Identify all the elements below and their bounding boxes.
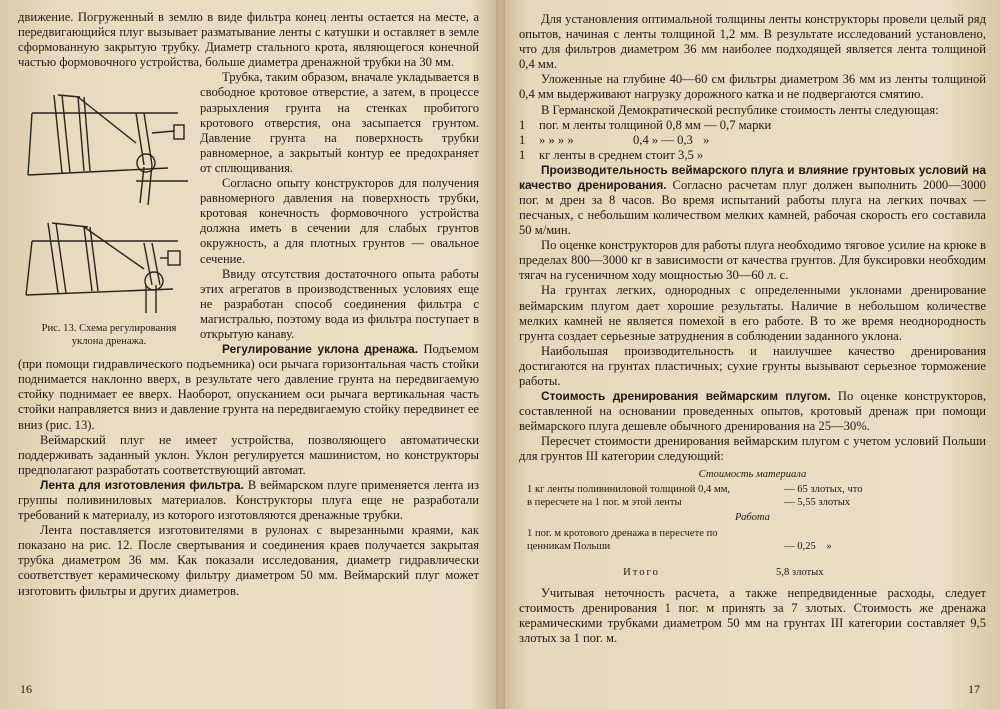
paragraph: Ввиду отсутствия достаточного опыта работы этих агрегатов в производственных условиях еще не разработан способ соединения фильтра с магистралью, поэтому вода из фильтра поступает в открытую канаву. [200, 266, 479, 341]
paragraph: По оценке конструкторов для работы плуга необходимо тяговое усилие на крюке в пределах 800—3000 кг в зависимости от качества грунтов. Для буксировки необходим тягач на гусеничном ходу мощностью 30—60 л. с. [519, 238, 986, 283]
paragraph: Пересчет стоимости дренирования веймарским плугом с учетом условий Польши для грунтов III категории следующий: [519, 434, 986, 464]
price-list [519, 118, 986, 163]
paragraph [18, 478, 479, 523]
page-left [0, 0, 495, 709]
paragraph-text: По оценке конструкторов, составленной на основании проведенных опытов, кротовый дренаж при помощи веймарского плуга дешевле обычного дренирования на 25—30%. [519, 389, 986, 434]
cost-value: — 5,55 злотых [784, 497, 851, 509]
price-row [519, 133, 986, 148]
section-heading: Регулирование уклона дренажа. [222, 342, 418, 357]
section-heading: Стоимость дренирования веймарским плугом. [541, 389, 831, 404]
cost-value-num: — 0,25 [784, 540, 816, 552]
figure-13 [18, 73, 191, 356]
price-text: кг ленты в среднем стоит 3,5 » [539, 147, 704, 162]
paragraph: Наибольшая производительность и наилучшее качество дренирования достигаются на грунтах пластичных; сухие грунты вызывают серьезное торможение работы. [519, 343, 986, 388]
price-unit: » [703, 132, 710, 147]
book-fold [496, 0, 505, 709]
cost-line [519, 541, 986, 554]
paragraph-text: Согласно расчетам плуг должен выполнить 2000—3000 пог. м дрен за 8 часов. Во время испытаний работы плуга на легких почвах — песчаных, с небольшим количеством мелких камней, рабочая скорость его составила 50 м/мин. [519, 177, 986, 238]
section-heading: Производительность веймарского плуга и влияние грунтовых условий на качество дренирования. [519, 162, 986, 192]
price-row [519, 118, 986, 133]
paragraph: Веймарский плуг не имеет устройства, позволяющего автоматически поддерживать заданный уклон. Уклон регулируется машинистом, но конструкторы предполагают разработать соответствующий автомат. [18, 432, 479, 477]
cost-section-head: Работа [735, 511, 770, 523]
plow-diagram [18, 73, 191, 318]
figure-caption: Рис. 13. Схема регулирования уклона дренажа. [41, 323, 177, 348]
price-value: 0,4 » — 0,3 [633, 132, 693, 147]
cost-spacer [772, 528, 894, 541]
cost-line [519, 484, 986, 497]
paragraph: На грунтах легких, однородных с определенными уклонами дренирование веймарским плугом дает хорошие результаты. Наличие в небольшом количестве мелких камней не является помехой в его работе. В то же время неоднородность грунта создает серьезные затруднения в соблюдении заданного уклона. [519, 283, 986, 343]
price-qty: 1 [519, 147, 526, 162]
cost-table [519, 469, 986, 581]
cost-section-head: Стоимость материала [698, 468, 807, 480]
cost-line [519, 528, 986, 541]
paragraph: Уложенные на глубине 40—60 см фильтры диаметром 36 мм из ленты толщиной 0,4 мм выдерживают нагрузку дорожного катка и не подвергаются смятию. [519, 72, 986, 102]
page-number: 17 [968, 682, 980, 696]
paragraph: Учитывая неточность расчета, а также непредвиденные расходы, следует стоимость дренирования 1 пог. м принять за 7 злотых. Стоимость же дренажа керамическими трубками диаметром 50 мм на грунтах III категории составляет 9,5 злотых за 1 пог. м. [519, 586, 986, 646]
cost-line [519, 497, 986, 510]
cost-desc: ценникам Польши [527, 540, 611, 552]
cost-desc: 1 кг ленты поливиниловой толщиной 0,4 мм, [527, 484, 731, 496]
price-qty: 1 [519, 117, 526, 132]
paragraph [519, 389, 986, 434]
paragraph-text: В веймарском плуге применяется лента из группы поливиниловых материалов. Конструкторы плуга еще не разработали требований к материалу, из которого изготовляются дренажные трубки. [18, 477, 479, 523]
price-row [519, 148, 986, 163]
page-left-text [18, 10, 479, 599]
section-heading: Лента для изготовления фильтра. [40, 477, 244, 492]
page-right-text [519, 12, 986, 646]
cost-desc: в пересчете на 1 пог. м этой ленты [527, 497, 682, 509]
cost-desc: 1 пог. м кротового дренажа в пересчете по [527, 527, 718, 539]
cost-total [519, 567, 986, 580]
page-right [505, 0, 1000, 709]
paragraph: Согласно опыту конструкторов для получения равномерного давления на поверхность трубки, кротовая конечность формовочного устройства должна иметь в сечении для слабых грунтов окружность, а для плотных грунтов — овальное сечение. [200, 176, 479, 266]
paragraph [519, 163, 986, 238]
paragraph: Трубка, таким образом, вначале укладывается в свободное кротовое отверстие, а затем, в процессе разрыхления грунта на стенках пробитого кротового отверстия, она засыпается грунтом. Давление грунта на поверхность трубки равномерное, а закрытый контур ее предохраняет от сплющивания. [200, 70, 479, 175]
paragraph-text: Подъемом (при помощи гидравлического подъемника) оси рычага горизонтальная часть стойки поднимается наклонно вверх, в результате чего давление грунта на передвигаемую стойку поднимает ее вверх. Наоборот, опусканием оси рычага вертикальная часть стойки направляется вниз и давление грунта на передвигаемую стойку передвинет ее вниз (рис. 13). [18, 342, 479, 432]
paragraph: В Германской Демократической республике стоимость ленты следующая: [541, 102, 939, 117]
price-ditto: » » » » [539, 132, 574, 147]
cost-value [772, 541, 894, 554]
cost-value: — 65 злотых, что [784, 484, 863, 496]
cost-total-label: Итого [623, 567, 660, 579]
price-text: пог. м ленты толщиной 0,8 мм — 0,7 марки [539, 117, 772, 132]
paragraph: Лента поставляется изготовителями в рулонах с вырезанными краями, как показано на рис. 12. После свертывания и соединения краев получается закрытая трубка диаметром 36 мм. Как показали исследования, диаметр гидравлически соответствует керамическому фильтру диаметром 50 мм. Веймарский плуг может изготовить фильтры и других диаметров. [18, 523, 479, 598]
cost-total-value: 5,8 злотых [776, 567, 824, 579]
paragraph: Для установления оптимальной толщины ленты конструкторы провели целый ряд опытов, начиная с ленты толщиной 1,2 мм. В результате исследований установлено, что для фильтров диаметром 36 мм наиболее подходящей является лента толщиной 0,4 мм. [519, 12, 986, 72]
paragraph: движение. Погруженный в землю в виде фильтра конец ленты остается на месте, а передвигающийся плуг вызывает разматывание ленты с катушки и оставляет в земле сформованную закрытую трубку. Диаметр стального крота, являющегося конечной частью формовочного устройства, больше диаметра дренажной трубки на 30 мм. [18, 10, 479, 70]
price-qty: 1 [519, 132, 526, 147]
page-number: 16 [20, 682, 32, 696]
cost-unit: » [826, 540, 832, 552]
